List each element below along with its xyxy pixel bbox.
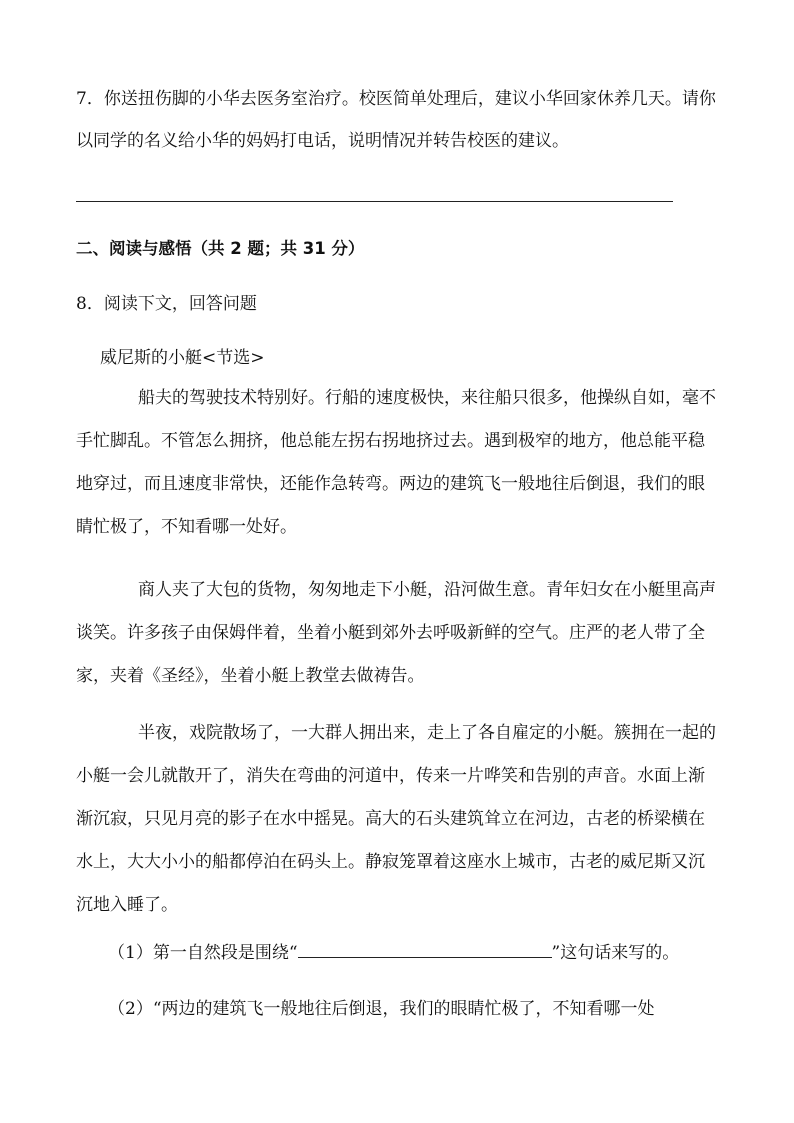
question-8-prompt: 8．阅读下文，回答问题 (76, 294, 257, 314)
passage-paragraph-3: 半夜，戏院散场了，一大群人拥出来，走上了各自雇定的小艇。簇拥在一起的小艇一会儿就散开了，消失在弯曲的河道中，传来一片哗笑和告别的声音。水面上渐渐沉寂，只见月亮的影子在水中摇晃。高大的石头建筑耸立在河边，古老的桥梁横在水上，大大小小的船都停泊在码头上。静寂笼罩着这座水上城市，古老的威尼斯又沉沉地入睡了。 (76, 723, 716, 915)
passage-paragraph-2: 商人夹了大包的货物，匆匆地走下小艇，沿河做生意。青年妇女在小艇里高声谈笑。许多孩子由保姆伴着，坐着小艇到郊外去呼吸新鲜的空气。庄严的老人带了全家，夹着《圣经》，坐着小艇上教堂去做祷告。 (76, 580, 716, 686)
sub-question-1-before: （1）第一自然段是围绕“ (108, 943, 298, 963)
answer-line[interactable] (76, 201, 673, 202)
sub-question-1-after: ”这句话来写的。 (551, 943, 680, 963)
section-title: 二、阅读与感悟（共 2 题；共 31 分） (76, 239, 365, 258)
passage-title: 威尼斯的小艇<节选> (100, 348, 265, 368)
passage-paragraph-1: 船夫的驾驶技术特别好。行船的速度极快，来往船只很多，他操纵自如，毫不手忙脚乱。不管怎么拥挤，他总能左拐右拐地挤过去。遇到极窄的地方，他总能平稳地穿过，而且速度非常快，还能作急转弯。两边的建筑飞一般地往后倒退，我们的眼睛忙极了，不知看哪一处好。 (76, 388, 716, 537)
fill-in-blank[interactable] (298, 939, 552, 958)
sub-question-1 (108, 937, 679, 969)
question-7-text: 7．你送扭伤脚的小华去医务室治疗。校医简单处理后，建议小华回家休养几天。请你以同学的名义给小华的妈妈打电话，说明情况并转告校医的建议。 (76, 89, 716, 151)
sub-question-2: （2）“两边的建筑飞一般地往后倒退，我们的眼睛忙极了，不知看哪一处 (108, 999, 655, 1019)
